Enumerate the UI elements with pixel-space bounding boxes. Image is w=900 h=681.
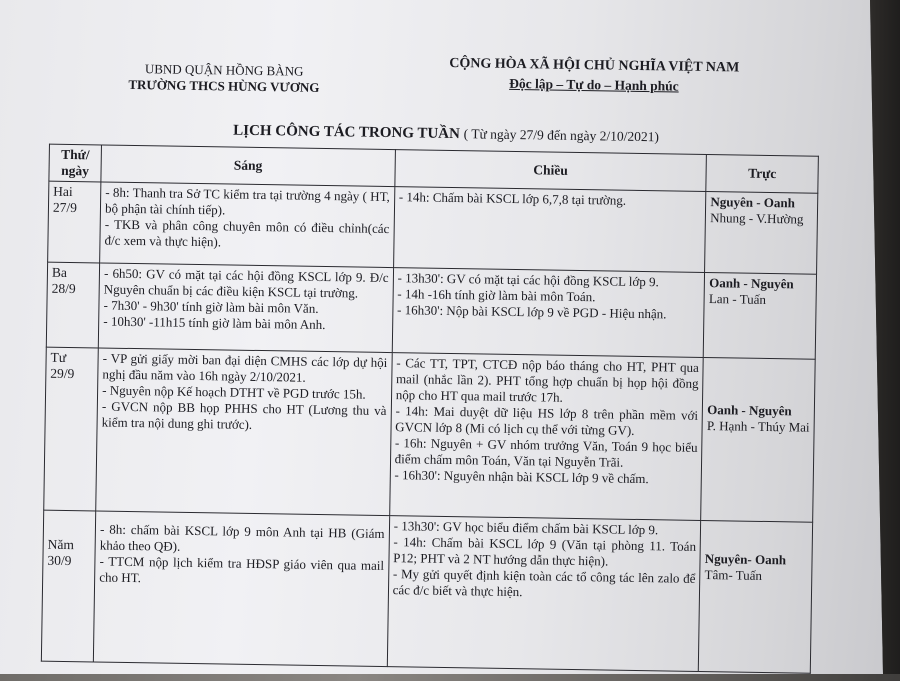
afternoon-item: - 16h30': Nộp bài KSCL lớp 9 về PGD - Hiệu nhận.: [396, 302, 667, 322]
issuer-district: UBND QUẬN HỒNG BÀNG: [144, 61, 304, 79]
afternoon-item: - 14h: Mai duyệt dữ liệu HS lớp 8 trên phần mềm với GVCN lớp 8 (Mi có lịch cụ thể với từng GV).: [395, 403, 699, 438]
duty-staff: Tâm- Tuấn: [704, 567, 763, 583]
header-duty: Trực: [706, 155, 818, 194]
duty-cell: [699, 520, 813, 673]
header-day-line2: ngày: [61, 162, 90, 179]
afternoon-item: - 16h: Nguyên + GV nhóm trưởng Văn, Toán 9 học biểu điểm chấm môn Toán, Văn tại Nguyễn Trãi.: [394, 435, 698, 470]
afternoon-item: - 14h: Chấm bài KSCL lớp 9 (Văn tại phòng 11. Toán P12; PHT và 2 NT hướng dẫn thực hiện).: [393, 534, 697, 569]
morning-item: - 7h30' - 9h30' tính giờ làm bài môn Văn.: [103, 297, 319, 316]
issuer-school: TRƯỜNG THCS HÙNG VƯƠNG: [128, 76, 320, 95]
day-date: 28/9: [51, 280, 76, 297]
day-cell: [44, 347, 99, 511]
morning-item: - 10h30' -11h15 tính giờ làm bài môn Anh.: [103, 313, 326, 333]
table-row: [48, 181, 818, 274]
afternoon-cell: [389, 353, 703, 521]
afternoon-cell: [393, 187, 706, 273]
table-row: [46, 262, 816, 359]
day-date: 30/9: [47, 552, 72, 569]
title-date-range: ( Từ ngày 27/9 đến ngày 2/10/2021): [463, 126, 660, 145]
morning-cell: [100, 182, 395, 268]
afternoon-item: - 13h30': GV có mặt tại các hội đồng KSCL lớp 9.: [397, 270, 659, 290]
national-motto-block: [444, 54, 745, 97]
document-title: [233, 123, 733, 148]
day-name: Ba: [51, 264, 68, 280]
table-row: [44, 347, 815, 522]
schedule-table: [41, 144, 819, 674]
day-cell: [48, 181, 101, 263]
duty-lead: Oanh - Nguyên: [709, 275, 794, 292]
title-main: LỊCH CÔNG TÁC TRONG TUẦN: [233, 122, 461, 143]
morning-item: - 8h: Thanh tra Sở TC kiểm tra tại trường 4 ngày ( HT, bộ phận tài chính tiếp).: [104, 184, 390, 218]
duty-lead: Nguyên - Oanh: [710, 194, 796, 211]
morning-item: - Nguyên nộp Kế hoạch DTHT về PGD trước 15h.: [102, 382, 366, 402]
table-row: [41, 510, 812, 673]
header-morning: Sáng: [101, 145, 395, 187]
header-day: [49, 144, 102, 182]
morning-item: - GVCN nộp BB họp PHHS cho HT (Lương thu và kiểm tra nội dung ghi trước).: [101, 398, 387, 432]
afternoon-item: - 16h30': Nguyên nhận bài KSCL lớp 9 về chấm.: [394, 467, 649, 487]
motto: Độc lập – Tự do – Hạnh phúc: [509, 75, 679, 94]
afternoon-cell: [392, 268, 705, 358]
morning-item: - TKB và phân công chuyên môn có điều chỉnh(các đ/c xem và thực hiện).: [104, 216, 390, 250]
issuer-block: [124, 61, 324, 96]
day-date: 27/9: [52, 199, 78, 216]
morning-item: - VP gửi giấy mời ban đại diện CMHS các lớp dự hội nghị đầu năm vào 16h ngày 2/10/2021.: [102, 350, 388, 385]
day-cell: [41, 510, 95, 662]
day-name: Hai: [53, 183, 73, 200]
morning-cell: [98, 263, 393, 353]
duty-staff: Nhung - V.Hường: [710, 210, 804, 227]
morning-cell: [96, 348, 392, 516]
afternoon-item: - 13h30': GV học biểu điểm chấm bài KSCL lớp 9.: [393, 518, 659, 538]
header-day-line1: Thứ/: [61, 146, 90, 163]
afternoon-cell: [387, 516, 701, 672]
duty-cell: [705, 192, 818, 275]
afternoon-item: - My gửi quyết định kiện toàn các tổ công tác lên zalo để các đ/c biết và thực hiện.: [392, 566, 696, 600]
duty-lead: Oanh - Nguyên: [707, 402, 792, 419]
afternoon-item: - 14h -16h tính giờ làm bài môn Toán.: [397, 286, 596, 305]
morning-item: - TTCM nộp lịch kiểm tra HĐSP giáo viên qua mail cho HT.: [99, 553, 385, 586]
header-afternoon: Chiều: [395, 150, 707, 192]
morning-item: - 8h: chấm bài KSCL lớp 9 môn Anh tại HB (Giám khảo theo QĐ).: [99, 521, 385, 554]
duty-lead: Nguyên- Oanh: [704, 551, 787, 568]
day-cell: [46, 262, 99, 348]
duty-cell: [703, 272, 816, 359]
morning-cell: [93, 511, 389, 667]
morning-item: - 6h50: GV có mặt tại các hội đồng KSCL lớp 9. Đ/c Nguyên chuẩn bị các điều kiện KSCL tại trường.: [103, 265, 389, 301]
day-name: Năm: [47, 536, 75, 553]
afternoon-item: - Các TT, TPT, CTCĐ nộp báo tháng cho HT, PHT qua mail (nhắc lần 2). PHT tổng hợp chuẩn bị họp hội đồng nộp cho HT qua mail trước 17h.: [395, 355, 699, 405]
duty-cell: [701, 357, 815, 522]
duty-staff: P. Hạnh - Thúy Mai: [706, 418, 810, 435]
country-name: CỘNG HÒA XÃ HỘI CHỦ NGHĨA VIỆT NAM: [449, 55, 740, 76]
day-name: Tư: [50, 349, 67, 365]
duty-staff: Lan - Tuấn: [708, 291, 767, 307]
afternoon-item: - 14h: Chấm bài KSCL lớp 6,7,8 tại trường.: [398, 189, 627, 208]
day-date: 29/9: [50, 365, 75, 382]
